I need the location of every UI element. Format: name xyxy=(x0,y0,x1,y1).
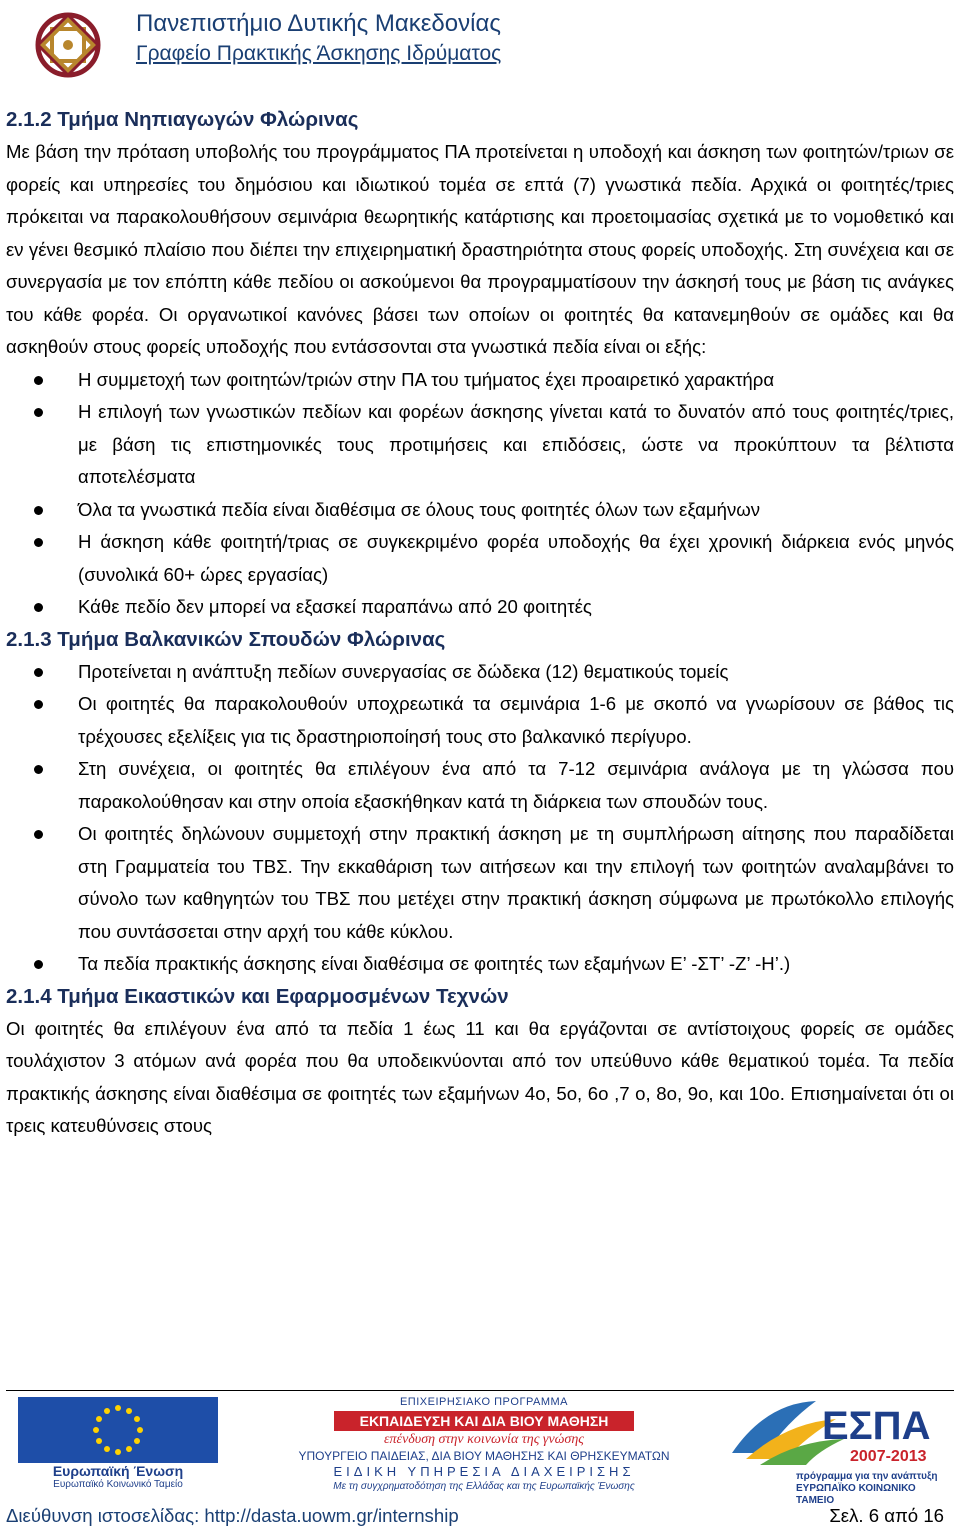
list-item: Οι φοιτητές θα παρακολουθούν υποχρεωτικά τα σεμινάρια 1-6 με σκοπό να γνωρίσουν σε βάθος τις τρέχουσες εξελίξεις για τις δραστηριοποίησή τους στο βαλκανικό περίγυρο. xyxy=(6,688,954,753)
bullet-icon xyxy=(34,960,43,969)
espa-logo-icon xyxy=(726,1393,954,1469)
ministry-label: ΥΠΟΥΡΓΕΙΟ ΠΑΙΔΕΙΑΣ, ΔΙΑ ΒΙΟΥ ΜΑΘΗΣΗΣ ΚΑΙ ΘΡΗΣΚΕΥΜΑΤΩΝ xyxy=(298,1449,670,1463)
bullet-list-2-1-3 xyxy=(6,656,954,981)
eu-subcaption: Ευρωπαϊκό Κοινωνικό Ταμείο xyxy=(53,1479,183,1490)
footer-website-link[interactable]: Διεύθυνση ιστοσελίδας: http://dasta.uowm.gr/internship xyxy=(6,1505,459,1526)
list-item: Τα πεδία πρακτικής άσκησης είναι διαθέσιμα σε φοιτητές των εξαμήνων Ε’ -ΣΤ’ -Ζ’ -Η’.) xyxy=(6,948,954,981)
list-item: Οι φοιτητές δηλώνουν συμμετοχή στην πρακτική άσκηση με τη συμπλήρωση αίτησης που παραδίδεται στη Γραμματεία του ΤΒΣ. Την εκκαθάριση των αιτήσεων και την επιλογή των φοιτητών αναλαμβάνει το σύνολο των καθηγητών του ΤΒΣ που μετέχει στην πρακτική άσκηση σύμφωνα με πρωτόκολλο επιλογής που συντάσσεται στην αρχή του κάθε κύκλου. xyxy=(6,818,954,948)
bullet-icon xyxy=(34,538,43,547)
university-name: Πανεπιστήμιο Δυτικής Μακεδονίας xyxy=(136,10,501,37)
espa-logo-block xyxy=(726,1393,954,1506)
bullet-icon xyxy=(34,603,43,612)
cofunding-label: Με τη συγχρηματοδότηση της Ελλάδας και της Ευρωπαϊκής Ένωσης xyxy=(333,1481,635,1492)
programme-name: ΕΚΠΑΙΔΕΥΣΗ ΚΑΙ ΔΙΑ ΒΙΟΥ ΜΑΘΗΣΗ xyxy=(334,1411,634,1431)
list-item: Στη συνέχεια, οι φοιτητές θα επιλέγουν ένα από τα 7-12 σεμινάρια ανάλογα με τη γλώσσα που παρακολούθησαν και στην οποία εξασκήθηκαν κατά τη διάρκεια των σπουδών τους. xyxy=(6,753,954,818)
header xyxy=(136,8,501,68)
list-item: Η επιλογή των γνωστικών πεδίων και φορέων άσκησης γίνεται κατά το δυνατόν από τους φοιτητές/τριες, με βάση τις επιστημονικές τους προτιμήσεις και επιδόσεις, ώστε να προκύπτουν τα βέλτιστα αποτελέσματα xyxy=(6,396,954,494)
eu-logo-block xyxy=(6,1393,238,1497)
university-knot-logo-icon xyxy=(28,6,108,84)
bullet-icon xyxy=(34,700,43,709)
section-title-2-1-2: 2.1.2 Τμήμα Νηπιαγωγών Φλώρινας xyxy=(6,108,359,131)
footer-divider xyxy=(6,1390,954,1391)
bullet-icon xyxy=(34,506,43,515)
section-paragraph-2-1-4: Οι φοιτητές θα επιλέγουν ένα από τα πεδία 1 έως 11 και θα εργάζονται σε αντίστοιχους φορείς σε ομάδες τουλάχιστον 3 ατόμων ανά φορέα που θα υποδεικνύονται από τον υπεύθυνο κάθε θεματικού τομέα. Τα πεδία πρακτικής άσκησης είναι διαθέσιμα σε φοιτητές των εξαμήνων 4ο, 5ο, 6ο ,7 ο, 8ο, 9ο, και 10ο. Επισημαίνεται ότι οι τρεις κατευθύνσεις στους xyxy=(6,1017,954,1136)
bullet-icon xyxy=(34,376,43,385)
eu-flag-icon xyxy=(18,1397,218,1463)
section-title-2-1-3: 2.1.3 Τμήμα Βαλκανικών Σπουδών Φλώρινας xyxy=(6,627,446,651)
eu-caption: Ευρωπαϊκή Ένωση xyxy=(52,1463,184,1479)
page-number: Σελ. 6 από 16 xyxy=(829,1505,944,1526)
espa-subcaption: πρόγραμμα για την ανάπτυξη ΕΥΡΩΠΑΪΚΟ ΚΟΙΝΩΝΙΚΟ ΤΑΜΕΙΟ xyxy=(796,1471,938,1506)
list-item: Η άσκηση κάθε φοιτητή/τριας σε συγκεκριμένο φορέα υποδοχής θα έχει χρονική διάρκεια ενός μηνός (συνολικά 60+ ώρες εργασίας) xyxy=(6,526,954,591)
eu-stars-icon xyxy=(18,1397,218,1463)
bullet-icon xyxy=(34,765,43,774)
list-item: Κάθε πεδίο δεν μπορεί να εξασκεί παραπάνω από 20 φοιτητές xyxy=(6,591,954,624)
espa-years: 2007-2013 xyxy=(850,1448,927,1465)
funding-banner xyxy=(6,1393,954,1506)
espa-name: ΕΣΠΑ xyxy=(822,1404,931,1448)
section-paragraph-2-1-2: Με βάση την πρόταση υποβολής του προγράμματος ΠΑ προτείνεται η υποδοχή και άσκηση των φοιτητών/τριων σε φορείς και υπηρεσίες του δημόσιου και ιδιωτικού τομέα σε επτά (7) γνωστικά πεδία. Αρχικά οι φοιτητές/τριες πρόκειται να παρακολουθήσουν σεμινάρια θεωρητικής κατάρτισης και προετοιμασίας σχετικά με το νομοθετικό και εν γένει θεσμικό πλαίσιο που διέπει την επιχειρηματική δραστηριότητα στους φορείς υποδοχής. Στη συνέχεια και σε συνεργασία με τον επόπτη κάθε πεδίου οι ασκούμενοι θα προγραμματίσουν την άσκησή τους με βάση τις ανάγκες του κάθε φορέα. Οι οργανωτικοί κανόνες βάσει των οποίων οι φοιτητές θα κατανεμηθούν σε ομάδες και θα ασκηθούν στους φορείς υποδοχής που εντάσσονται στα γνωστικά πεδία είναι οι εξής: xyxy=(6,141,954,357)
list-item: Η συμμετοχή των φοιτητών/τριών στην ΠΑ του τμήματος έχει προαιρετικό χαρακτήρα xyxy=(6,364,954,397)
programme-top-label: ΕΠΙΧΕΙΡΗΣΙΑΚΟ ΠΡΟΓΡΑΜΜΑ xyxy=(399,1396,569,1408)
operational-programme-block xyxy=(250,1395,718,1495)
programme-tagline: επένδυση στην κοινωνία της γνώσης xyxy=(384,1432,584,1447)
list-item: Προτείνεται η ανάπτυξη πεδίων συνεργασίας σε δώδεκα (12) θεματικούς τομείς xyxy=(6,656,954,689)
bullet-icon xyxy=(34,668,43,677)
bullet-list-2-1-2 xyxy=(6,364,954,624)
section-title-2-1-4: 2.1.4 Τμήμα Εικαστικών και Εφαρμοσμένων Τεχνών xyxy=(6,984,509,1008)
bullet-icon xyxy=(34,830,43,839)
authority-label: ΕΙΔΙΚΗ ΥΠΗΡΕΣΙΑ ΔΙΑΧΕΙΡΙΣΗΣ xyxy=(333,1464,635,1479)
office-link[interactable]: Γραφείο Πρακτικής Άσκησης Ιδρύματος xyxy=(136,42,502,65)
university-logo xyxy=(28,6,108,84)
document-body xyxy=(6,104,954,1143)
list-item: Όλα τα γνωστικά πεδία είναι διαθέσιμα σε όλους τους φοιτητές όλων των εξαμήνων xyxy=(6,494,954,527)
bullet-icon xyxy=(34,408,43,417)
